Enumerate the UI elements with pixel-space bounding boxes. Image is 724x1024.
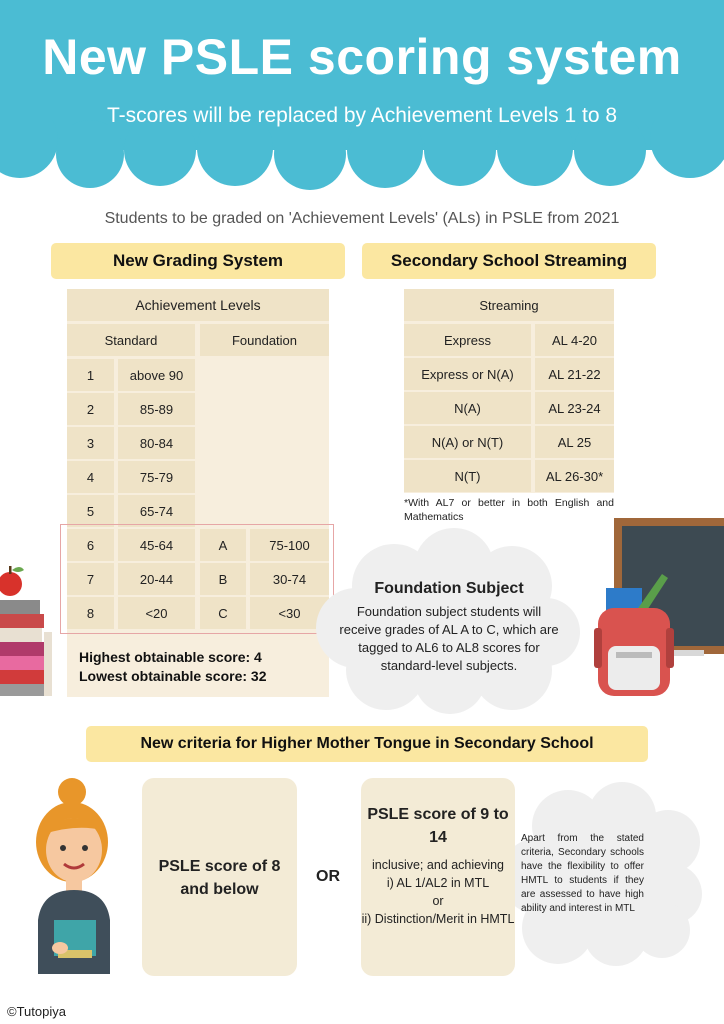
hmtl-option-2-body	[361, 856, 515, 928]
stream-range-cell: AL 21-22	[535, 358, 614, 390]
hmtl-option-1-text: PSLE score of 8 and below	[158, 858, 281, 898]
standard-al-cell: 5	[67, 495, 114, 527]
lowest-score-text: Lowest obtainable score: 32	[79, 668, 267, 684]
foundation-subject-title: Foundation Subject	[374, 580, 524, 597]
streaming-title: Streaming	[404, 289, 614, 321]
hmtl-option-2-line: inclusive; and achieving	[371, 858, 505, 872]
stream-range-cell: AL 4-20	[535, 324, 614, 356]
standard-range-cell: above 90	[118, 359, 195, 391]
foundation-subject-body: Foundation subject students will receive grades of AL A to C, which are tagged to AL6 to AL8 scores for standard-level subjects.	[339, 604, 559, 673]
student-girl-illustration	[30, 778, 122, 974]
hmtl-side-note: Apart from the stated criteria, Secondary schools have the flexibility to offer HMTL to students if they are assessed to have high ability and interest in MTL	[521, 833, 644, 914]
stream-cell: N(T)	[404, 460, 531, 492]
hmtl-option-2-line: i) AL 1/AL2 in MTL	[386, 876, 490, 890]
standard-al-cell: 3	[67, 427, 114, 459]
stream-range-cell: AL 26-30*	[535, 460, 614, 492]
foundation-equivalence-highlight	[60, 524, 334, 634]
foundation-grade-cell: C	[200, 597, 246, 629]
intro-text: Students to be graded on 'Achievement Levels' (ALs) in PSLE from 2021	[104, 210, 620, 227]
standard-header: Standard	[67, 324, 195, 356]
score-range-summary	[79, 648, 267, 686]
standard-range-cell: <20	[118, 597, 195, 629]
copyright-text: ©Tutopiya	[7, 1004, 66, 1019]
standard-range-cell: 45-64	[118, 529, 195, 561]
standard-al-cell: 1	[67, 359, 114, 391]
books-apple-illustration	[0, 562, 56, 698]
page-subtitle: T-scores will be replaced by Achievement Levels 1 to 8	[106, 104, 618, 127]
hmtl-option-2-line: ii) Distinction/Merit in HMTL	[361, 912, 515, 926]
foundation-header: Foundation	[200, 324, 329, 356]
standard-range-cell: 80-84	[118, 427, 195, 459]
foundation-grade-cell: B	[200, 563, 246, 595]
streaming-footnote: *With AL7 or better in both English and Mathematics	[404, 497, 614, 523]
hmtl-criteria-tag: New criteria for Higher Mother Tongue in Secondary School	[86, 726, 648, 762]
or-separator: OR	[316, 868, 340, 885]
foundation-grade-cell: A	[200, 529, 246, 561]
stream-cell: Express or N(A)	[404, 358, 531, 390]
secondary-streaming-tag: Secondary School Streaming	[362, 243, 656, 279]
standard-range-cell: 85-89	[118, 393, 195, 425]
foundation-range-cell: 75-100	[250, 529, 329, 561]
stream-cell: N(A) or N(T)	[404, 426, 531, 458]
standard-al-cell: 2	[67, 393, 114, 425]
standard-range-cell: 75-79	[118, 461, 195, 493]
standard-al-cell: 7	[67, 563, 114, 595]
stream-range-cell: AL 23-24	[535, 392, 614, 424]
standard-range-cell: 20-44	[118, 563, 195, 595]
chalkboard-backpack-illustration	[594, 518, 724, 700]
standard-al-cell: 4	[67, 461, 114, 493]
standard-al-cell: 6	[67, 529, 114, 561]
highest-score-text: Highest obtainable score: 4	[79, 649, 262, 665]
hmtl-option-2-line: or	[432, 894, 444, 908]
page-title: New PSLE scoring system	[42, 29, 682, 85]
achievement-levels-title: Achievement Levels	[67, 289, 329, 321]
hmtl-option-2-title: PSLE score of 9 to 14	[367, 806, 509, 846]
header-scallop-edge	[0, 120, 724, 200]
stream-cell: N(A)	[404, 392, 531, 424]
stream-cell: Express	[404, 324, 531, 356]
new-grading-system-tag: New Grading System	[51, 243, 345, 279]
standard-al-cell: 8	[67, 597, 114, 629]
standard-range-cell: 65-74	[118, 495, 195, 527]
stream-range-cell: AL 25	[535, 426, 614, 458]
foundation-range-cell: <30	[250, 597, 329, 629]
foundation-range-cell: 30-74	[250, 563, 329, 595]
